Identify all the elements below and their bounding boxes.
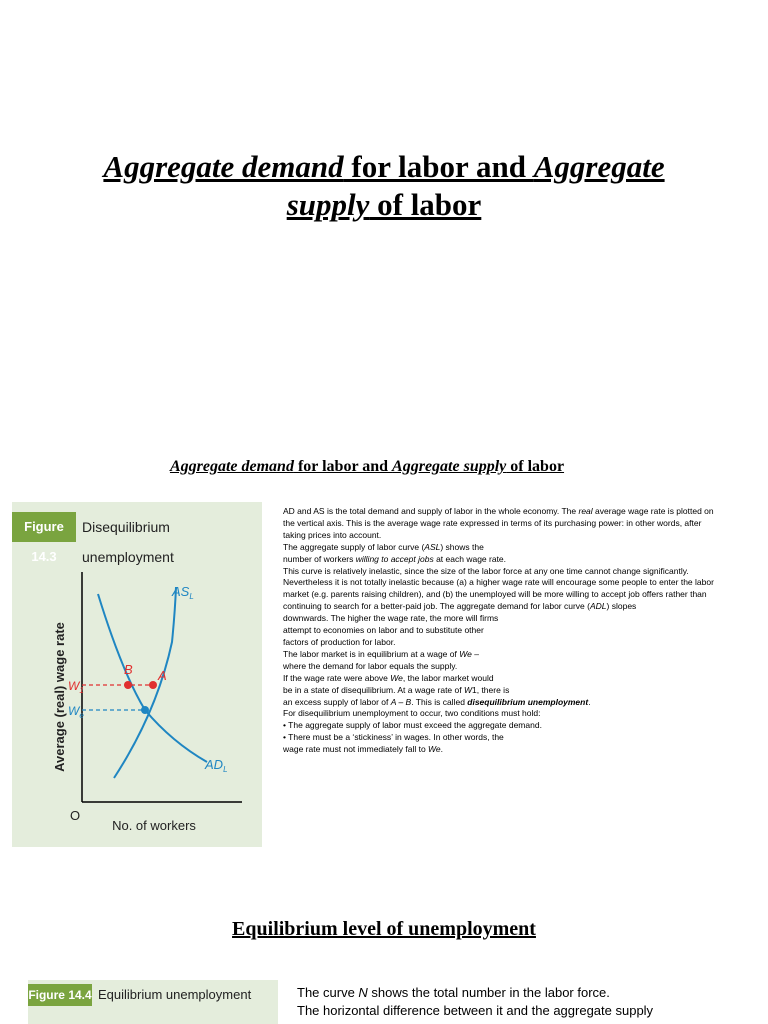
paragraph: be in a state of disequilibrium. At a wage rate of W1, there is bbox=[283, 684, 510, 695]
paragraph: The horizontal difference between it and the aggregate supply bbox=[297, 1003, 654, 1018]
paragraph: AD and AS is the total demand and supply of labor in the whole economy. The real average wage rate is plotted on the vertical axis. This is the average wage rate expressed in terms of its purchasing power: in other words, after taking prices into account. bbox=[283, 506, 714, 540]
paragraph: The curve N shows the total number in the labor force. bbox=[297, 985, 610, 1000]
equilibrium-marker bbox=[141, 706, 149, 714]
figure-equilibrium bbox=[28, 980, 278, 1024]
paragraph: • There must be a ‘stickiness’ in wages. In other words, the bbox=[283, 732, 504, 743]
paragraph: If the wage rate were above We, the labor market would bbox=[283, 672, 494, 683]
figure-badge: Figure 14.4 bbox=[28, 984, 92, 1006]
point-a-marker bbox=[149, 681, 157, 689]
w1-label: $W_1$ bbox=[68, 679, 84, 695]
point-a-label: A bbox=[158, 668, 167, 683]
point-b-marker bbox=[124, 681, 132, 689]
paragraph: The aggregate supply of labor curve (ASL) shows the bbox=[283, 541, 484, 552]
paragraph: an excess supply of labor of A – B. This is called disequilibrium unemployment. bbox=[283, 696, 591, 707]
we-label: $W_e$ bbox=[68, 704, 84, 720]
figure-badge: Figure 14.3 bbox=[12, 512, 76, 542]
page-title: Aggregate demand for labor and Aggregate supply of labor bbox=[103, 149, 665, 222]
ad-curve bbox=[98, 594, 207, 762]
as-label: $AS_L$ bbox=[172, 584, 194, 601]
paragraph: attempt to economies on labor and to substitute other bbox=[283, 625, 484, 636]
figure-title: Equilibrium unemployment bbox=[98, 987, 252, 1002]
paragraph: This curve is relatively inelastic, since the size of the labor force at any one time cannot change significantly. Nevertheless it is not totally inelastic because (a) a higher wage rate will encourage some people to enter the labor market (e.g. parents raising children), and (b) the unemployed will be more willing to accept job offers rather than continuing to search for a better-paid job. The aggregate demand for labor curve (ADL) slopes bbox=[283, 565, 714, 612]
paragraph: For disequilibrium unemployment to occur, two conditions must hold: bbox=[283, 708, 541, 719]
paragraph: downwards. The higher the wage rate, the more will firms bbox=[283, 613, 499, 624]
figure-disequilibrium bbox=[12, 502, 262, 847]
ad-label: $AD_L$ bbox=[205, 757, 228, 774]
equilibrium-text bbox=[297, 984, 717, 1020]
origin-label: O bbox=[70, 808, 81, 823]
paragraph: where the demand for labor equals the supply. bbox=[283, 660, 458, 671]
section-heading-equilibrium: Equilibrium level of unemployment bbox=[232, 918, 536, 940]
paragraph: • The aggregate supply of labor must exceed the aggregate demand. bbox=[283, 720, 542, 731]
diagram-svg bbox=[12, 502, 262, 847]
figure-title: Disequilibrium unemployment bbox=[82, 519, 174, 565]
paragraph: The labor market is in equilibrium at a wage of We – bbox=[283, 648, 479, 659]
y-axis-label: Average (real) wage rate bbox=[52, 622, 67, 772]
x-axis-label: No. of workers bbox=[112, 818, 196, 833]
explanation-text bbox=[283, 506, 723, 756]
point-b-label: B bbox=[124, 662, 133, 677]
paragraph: number of workers willing to accept jobs at each wage rate. bbox=[283, 553, 507, 564]
paragraph: wage rate must not immediately fall to We. bbox=[283, 744, 444, 755]
section-heading: Aggregate demand for labor and Aggregate supply of labor bbox=[169, 458, 565, 475]
as-curve bbox=[114, 587, 176, 778]
paragraph: factors of production for labor. bbox=[283, 636, 396, 647]
